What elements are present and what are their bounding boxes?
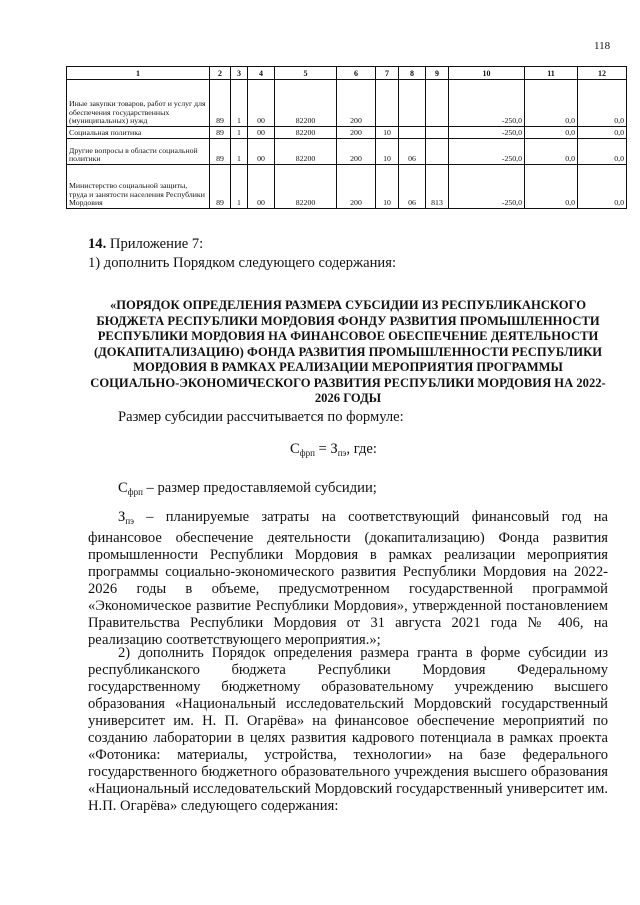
column-header: 11 [525, 67, 578, 80]
table-cell: 89 [210, 165, 231, 209]
table-cell: 10 [376, 165, 399, 209]
column-header: 12 [578, 67, 627, 80]
column-header: 4 [248, 67, 275, 80]
page-number: 118 [594, 40, 611, 52]
table-cell [376, 80, 399, 127]
table-cell: 1 [231, 139, 248, 165]
table-cell: 0,0 [578, 139, 627, 165]
table-cell: 00 [248, 80, 275, 127]
table-cell: -250,0 [449, 80, 525, 127]
table-cell: -250,0 [449, 127, 525, 139]
table-row [67, 165, 627, 209]
table-cell: 200 [337, 127, 376, 139]
table-cell: 10 [376, 139, 399, 165]
table-cell: -250,0 [449, 165, 525, 209]
table-cell: -250,0 [449, 139, 525, 165]
section-title-text: Приложение 7: [109, 236, 204, 252]
table-cell: 00 [248, 165, 275, 209]
table-cell: 813 [426, 165, 449, 209]
row-name: Иные закупки товаров, работ и услуг для обеспечения государственных (муниципальных) нужд [67, 80, 210, 127]
formula-intro: Размер субсидии рассчитывается по формуле: [118, 409, 404, 425]
table-row [67, 139, 627, 165]
table-cell: 06 [399, 165, 426, 209]
row-name: Другие вопросы в области социальной политики [67, 139, 210, 165]
table-cell: 0,0 [525, 80, 578, 127]
section-title [88, 236, 608, 253]
table-cell: 10 [376, 127, 399, 139]
table-cell: 200 [337, 80, 376, 127]
table-header-row [67, 67, 627, 80]
definition-symbol: З [118, 509, 126, 525]
order-heading: «ПОРЯДОК ОПРЕДЕЛЕНИЯ РАЗМЕРА СУБСИДИИ ИЗ РЕСПУБЛИКАНСКОГО БЮДЖЕТА РЕСПУБЛИКИ МОРДОВИЯ ФОНДУ РАЗВИТИЯ ПРОМЫШЛЕННОСТИ РЕСПУБЛИКИ МОРДОВИЯ НА ФИНАНСОВОЕ ОБЕСПЕЧЕНИЕ ДЕЯТЕЛЬНОСТИ (ДОКАПИТАЛИЗАЦИЮ) ФОНДА РАЗВИТИЯ ПРОМЫШЛЕННОСТИ РЕСПУБЛИКИ МОРДОВИЯ В РАМКАХ РЕАЛИЗАЦИИ МЕРОПРИЯТИЯ ПРОГРАММЫ СОЦИАЛЬНО-ЭКОНОМИЧЕСКОГО РАЗВИТИЯ РЕСПУБЛИКИ МОРДОВИЯ НА 2022-2026 ГОДЫ [90, 298, 606, 405]
column-header: 2 [210, 67, 231, 80]
row-name: Министерство социальной защиты, труда и занятости населения Республики Мордовия [67, 165, 210, 209]
amendment-item-2: 2) дополнить Порядок определения размера гранта в форме субсидии из республиканского бюджета Республики Мордовия Федеральному государственному бюджетному образовательному учреждению высшего образования «Национальный исследовательский Мордовский государственный университет им. Н. П. Огарёва» на финансовое обеспечение мероприятий по созданию лаборатории в целях развития кадрового потенциала в рамках проекта «Фотоника: материалы, устройства, технологии» на базе федерального государственного бюджетного образовательного учреждения высшего образования «Национальный исследовательский Мордовский государственный университет им. Н.П. Огарёва» следующего содержания: [88, 645, 608, 814]
table-cell: 1 [231, 80, 248, 127]
table-cell: 89 [210, 80, 231, 127]
budget-table [66, 66, 627, 209]
column-header: 9 [426, 67, 449, 80]
formula-equals: = З [314, 441, 338, 457]
table-cell: 00 [248, 139, 275, 165]
table-cell: 0,0 [525, 139, 578, 165]
column-header: 6 [337, 67, 376, 80]
table-cell: 00 [248, 127, 275, 139]
column-header: 8 [399, 67, 426, 80]
table-row [67, 80, 627, 127]
table-cell: 0,0 [578, 127, 627, 139]
table-cell: 82200 [275, 127, 337, 139]
column-header: 7 [376, 67, 399, 80]
table-cell: 89 [210, 127, 231, 139]
table-cell: 0,0 [525, 127, 578, 139]
table-cell [399, 127, 426, 139]
definition-symbol: С [118, 480, 128, 496]
formula-lhs-subscript: фрп [299, 448, 315, 458]
definition-subscript: фрп [127, 487, 143, 497]
definition-text: – планируемые затраты на соответствующий финансовый год на финансовое обеспечение деятельности (докапитализацию) Фонда развития промышленности Республики Мордовия в рамках реализации мероприятия программы социально-экономического развития Республики Мордовия на 2022-2026 годы в объеме, предусмотренном государственной программой «Экономическое развитие Республики Мордовия», утвержденной постановлением Правительства Республики Мордовия от 31 августа 2021 года № 406, на реализацию соответствующего мероприятия.»; [88, 509, 608, 648]
table-cell: 0,0 [578, 165, 627, 209]
table-cell: 89 [210, 139, 231, 165]
table-cell: 200 [337, 139, 376, 165]
table-cell: 82200 [275, 165, 337, 209]
definition-text: – размер предоставляемой субсидии; [142, 480, 377, 496]
definition-subscript: пэ [125, 516, 134, 526]
column-header: 3 [231, 67, 248, 80]
formula-lhs: С [290, 441, 300, 457]
column-header: 1 [67, 67, 210, 80]
table-cell [426, 139, 449, 165]
row-name: Социальная политика [67, 127, 210, 139]
table-cell [426, 80, 449, 127]
table-cell: 06 [399, 139, 426, 165]
table-cell [426, 127, 449, 139]
definition-costs [88, 509, 608, 649]
definition-subsidy [88, 480, 608, 501]
column-header: 10 [449, 67, 525, 80]
formula-rhs-subscript: пэ [337, 448, 347, 458]
formula-tail: , где: [346, 441, 377, 457]
table-cell: 0,0 [525, 165, 578, 209]
table-cell: 0,0 [578, 80, 627, 127]
table-cell: 1 [231, 165, 248, 209]
table-row [67, 127, 627, 139]
section-number: 14. [88, 236, 107, 252]
column-header: 5 [275, 67, 337, 80]
formula [290, 441, 377, 458]
table-cell [399, 80, 426, 127]
table-cell: 200 [337, 165, 376, 209]
table-cell: 82200 [275, 80, 337, 127]
table-cell: 1 [231, 127, 248, 139]
table-cell: 82200 [275, 139, 337, 165]
amendment-item-1: 1) дополнить Порядком следующего содержания: [88, 255, 396, 271]
